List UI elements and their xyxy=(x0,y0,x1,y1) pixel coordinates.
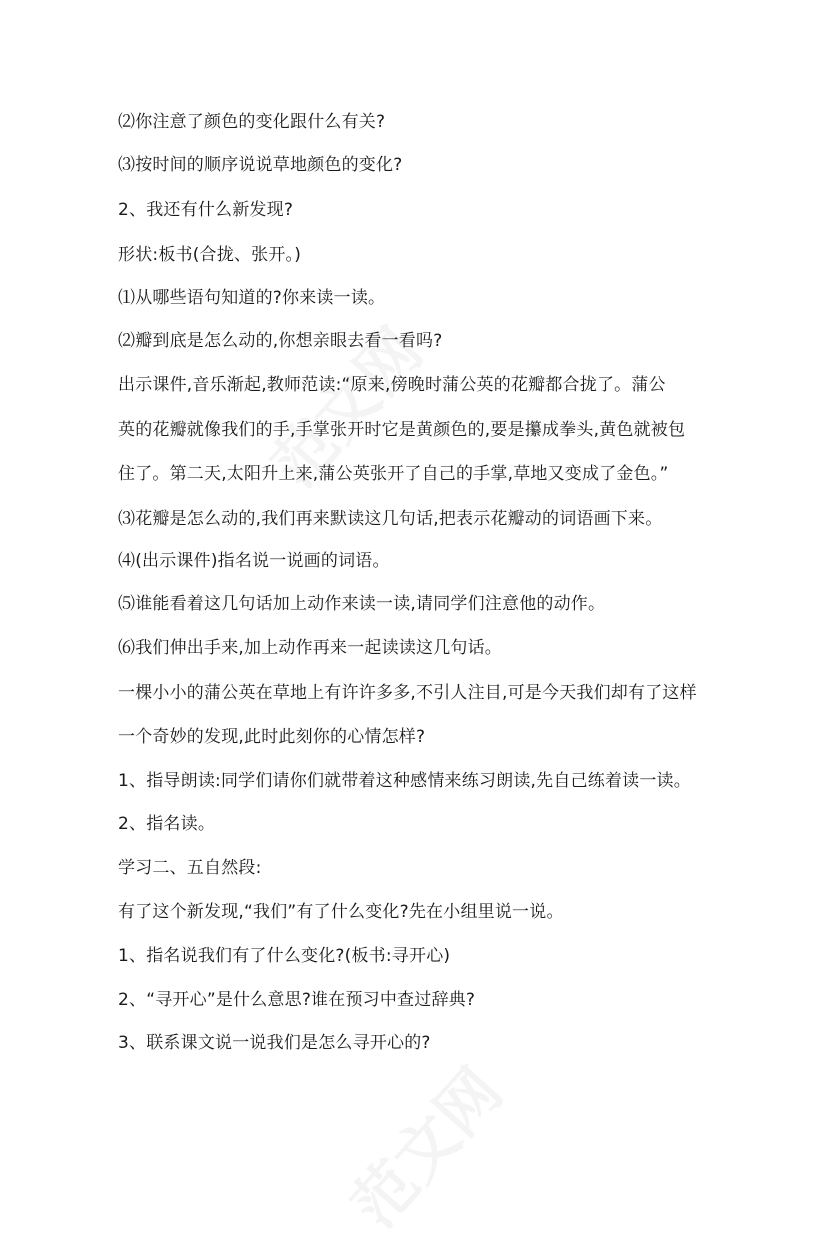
text-line: ⑹我们伸出手来,加上动作再来一起读读这几句话。 xyxy=(118,638,503,658)
text-line: ⑵瓣到底是怎么动的,你想亲眼去看一看吗? xyxy=(118,331,443,351)
text-line: ⑶按时间的顺序说说草地颜色的变化? xyxy=(118,155,403,175)
text-line: 一棵小小的蒲公英在草地上有许许多多,不引人注目,可是今天我们却有了这样 xyxy=(118,683,697,703)
text-line: 1、指名说我们有了什么变化?(板书:寻开心) xyxy=(118,946,451,966)
text-line: 出示课件,音乐渐起,教师范读:“原来,傍晚时蒲公英的花瓣都合拢了。蒲公 xyxy=(118,375,666,395)
text-line: ⑸谁能看着这几句话加上动作来读一读,请同学们注意他的动作。 xyxy=(118,594,606,614)
text-line: 有了这个新发现,“我们”有了什么变化?先在小组里说一说。 xyxy=(118,902,564,922)
text-line: ⑵你注意了颜色的变化跟什么有关? xyxy=(118,112,386,132)
watermark-bottom xyxy=(328,1046,519,1243)
text-line: ⑷(出示课件)指名说一说画的词语。 xyxy=(118,551,390,571)
text-line: 2、我还有什么新发现? xyxy=(118,200,294,220)
text-line: 住了。第二天,太阳升上来,蒲公英张开了自己的手掌,草地又变成了金色。” xyxy=(118,464,669,484)
text-line: 2、指名读。 xyxy=(118,814,216,834)
text-line: ⑶花瓣是怎么动的,我们再来默读这几句话,把表示花瓣动的词语画下来。 xyxy=(118,509,663,529)
text-line: 英的花瓣就像我们的手,手掌张开时它是黄颜色的,要是攥成拳头,黄色就被包 xyxy=(118,420,686,440)
text-line: 一个奇妙的发现,此时此刻你的心情怎样? xyxy=(118,727,426,747)
text-line: 学习二、五自然段: xyxy=(118,858,262,878)
text-line: ⑴从哪些语句知道的?你来读一读。 xyxy=(118,288,386,308)
text-line: 1、指导朗读:同学们请你们就带着这种感情来练习朗读,先自己练着读一读。 xyxy=(118,771,691,791)
text-line: 形状:板书(合拢、张开。) xyxy=(118,245,302,265)
text-line: 2、“寻开心”是什么意思?谁在预习中查过辞典? xyxy=(118,990,476,1010)
text-line: 3、联系课文说一说我们是怎么寻开心的? xyxy=(118,1033,431,1053)
